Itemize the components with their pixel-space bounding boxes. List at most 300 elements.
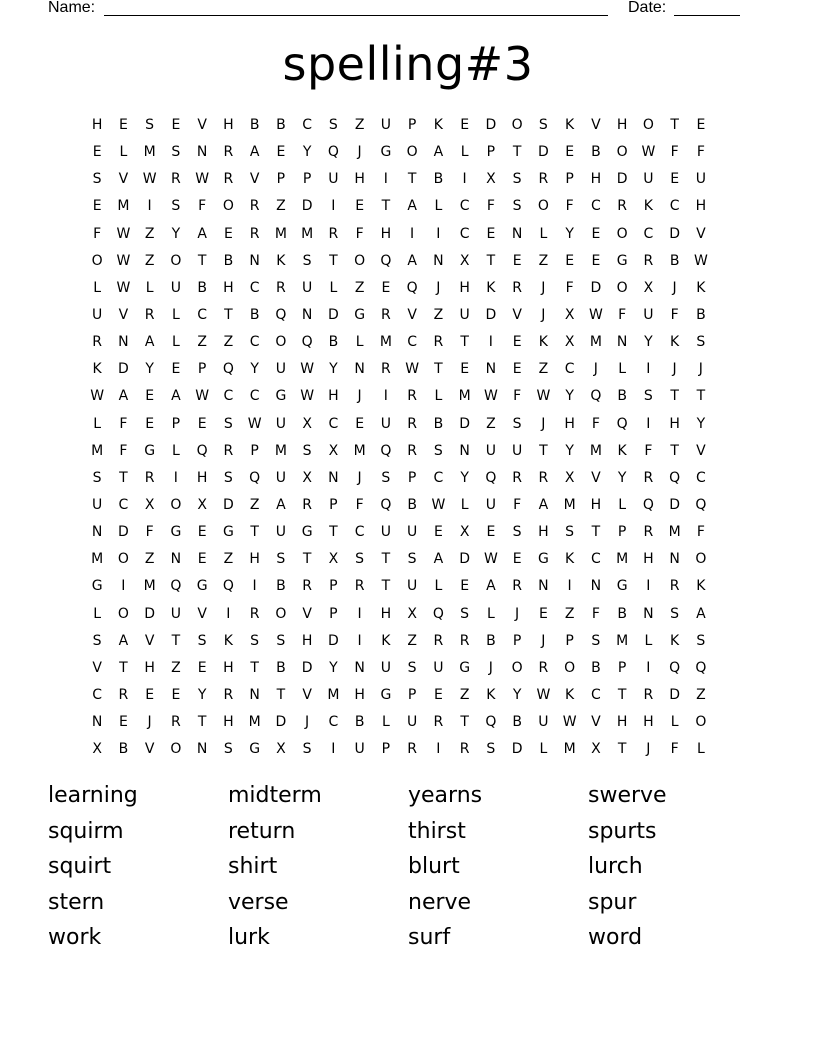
grid-letter: G <box>459 659 471 676</box>
grid-letter: J <box>593 361 598 378</box>
grid-letter: N <box>616 334 628 351</box>
grid-letter: I <box>357 632 362 649</box>
grid-letter: B <box>407 496 417 513</box>
grid-letter: H <box>328 388 339 405</box>
grid-letter: M <box>91 551 104 568</box>
grid-letter: Z <box>407 632 417 649</box>
grid-letter: B <box>433 171 444 188</box>
grid-letter: F <box>119 442 128 459</box>
grid-letter: J <box>305 714 310 731</box>
grid-letter: E <box>433 686 443 703</box>
grid-letter: S <box>696 632 706 649</box>
grid-letter: O <box>537 198 549 215</box>
grid-letter: E <box>696 117 706 133</box>
grid-letter: N <box>643 605 654 622</box>
date-label: Date: <box>628 0 667 16</box>
grid-letter: Q <box>170 578 182 595</box>
grid-letter: O <box>170 252 182 269</box>
grid-letter: G <box>301 524 313 541</box>
grid-letter: S <box>512 524 522 541</box>
grid-letter: O <box>275 334 287 351</box>
word-bank-item: learning <box>48 783 138 808</box>
grid-letter: G <box>616 252 628 269</box>
grid-letter: I <box>410 225 415 242</box>
grid-letter: R <box>643 686 654 703</box>
word-bank-item: lurk <box>228 925 270 951</box>
grid-letter: N <box>249 686 260 703</box>
grid-letter: R <box>512 279 522 296</box>
grid-letter: C <box>197 306 208 323</box>
grid-letter: R <box>381 306 391 323</box>
name-field-line[interactable] <box>104 15 608 16</box>
grid-letter: M <box>458 388 471 405</box>
word-bank-item: squirt <box>48 854 112 880</box>
grid-row <box>84 492 740 519</box>
grid-row <box>84 465 740 492</box>
grid-row <box>84 628 740 655</box>
grid-letter: M <box>616 632 629 649</box>
grid-letter: B <box>354 714 365 731</box>
grid-letter: T <box>539 442 548 459</box>
grid-letter: L <box>93 605 102 622</box>
grid-letter: U <box>643 171 654 188</box>
grid-letter: H <box>91 117 103 133</box>
grid-letter: Q <box>590 388 602 405</box>
grid-letter: U <box>92 496 103 513</box>
grid-letter: I <box>646 361 651 378</box>
grid-letter: L <box>119 144 128 161</box>
grid-letter: A <box>486 578 496 595</box>
grid-letter: O <box>564 659 576 676</box>
grid-letter: E <box>197 415 207 432</box>
grid-letter: S <box>486 741 496 758</box>
grid-letter: R <box>171 714 181 731</box>
grid-letter: J <box>698 361 703 378</box>
grid-letter: U <box>328 171 339 188</box>
grid-letter: T <box>407 171 417 188</box>
grid-letter: E <box>355 415 365 432</box>
grid-letter: S <box>276 551 286 568</box>
grid-letter: R <box>249 198 260 215</box>
date-field-line[interactable] <box>674 15 740 16</box>
grid-letter: H <box>380 225 392 242</box>
grid-letter: I <box>173 469 178 486</box>
grid-letter: R <box>92 334 102 351</box>
grid-letter: G <box>91 578 103 595</box>
grid-letter: C <box>328 415 339 432</box>
grid-letter: D <box>327 306 339 323</box>
grid-letter: R <box>459 632 470 649</box>
grid-letter: U <box>407 524 418 541</box>
grid-letter: P <box>512 632 522 649</box>
grid-letter: S <box>407 659 417 676</box>
grid-letter: F <box>618 306 627 323</box>
word-bank-item: thirst <box>408 818 466 844</box>
grid-letter: F <box>670 144 679 161</box>
grid-letter: N <box>354 659 365 676</box>
grid-letter: T <box>670 117 679 133</box>
grid-letter: Q <box>301 334 313 351</box>
grid-letter: U <box>695 171 706 188</box>
grid-letter: R <box>249 225 260 242</box>
grid-letter: G <box>380 144 392 161</box>
grid-letter: M <box>616 551 629 568</box>
grid-letter: H <box>301 632 313 649</box>
grid-letter: Y <box>696 415 706 432</box>
grid-letter: E <box>355 198 365 215</box>
grid-letter: H <box>196 469 208 486</box>
grid-letter: D <box>485 117 497 133</box>
grid-letter: Y <box>617 469 627 486</box>
grid-letter: V <box>407 306 417 323</box>
grid-letter: H <box>538 524 549 541</box>
grid-letter: D <box>117 361 129 378</box>
grid-letter: R <box>223 144 234 161</box>
grid-letter: L <box>93 279 102 296</box>
grid-letter: R <box>459 741 470 758</box>
word-bank-item: work <box>48 925 102 951</box>
grid-letter: L <box>460 496 469 513</box>
page-title: spelling#3 <box>282 37 534 91</box>
grid-letter: I <box>646 415 651 432</box>
grid-letter: R <box>328 225 339 242</box>
grid-letter: W <box>693 252 708 269</box>
grid-letter: F <box>119 415 128 432</box>
grid-letter: E <box>171 686 181 703</box>
grid-letter: W <box>483 551 498 568</box>
grid-letter: R <box>538 469 549 486</box>
grid-letter: E <box>460 117 470 133</box>
grid-letter: B <box>276 659 286 676</box>
grid-letter: I <box>436 741 441 758</box>
grid-letter: B <box>486 632 496 649</box>
grid-letter: X <box>486 171 496 188</box>
grid-letter: I <box>567 578 572 595</box>
grid-row <box>84 519 740 546</box>
grid-letter: D <box>301 198 313 215</box>
grid-letter: Y <box>329 361 338 378</box>
grid-letter: E <box>538 605 548 622</box>
grid-letter: I <box>147 198 152 215</box>
grid-letter: H <box>223 117 234 133</box>
grid-letter: Q <box>222 361 234 378</box>
grid-letter: V <box>118 306 129 323</box>
grid-letter: S <box>92 632 102 649</box>
grid-letter: R <box>407 415 417 432</box>
grid-letter: F <box>513 496 522 513</box>
grid-letter: P <box>407 686 417 703</box>
grid-letter: C <box>249 279 260 296</box>
grid-letter: Z <box>696 686 706 703</box>
grid-letter: C <box>223 388 234 405</box>
grid-letter: R <box>433 714 444 731</box>
grid-letter: E <box>670 171 680 188</box>
grid-letter: K <box>670 334 680 351</box>
grid-letter: M <box>301 225 314 242</box>
grid-letter: U <box>538 714 549 731</box>
grid-letter: T <box>670 388 679 405</box>
grid-letter: P <box>381 741 391 758</box>
grid-letter: U <box>92 306 103 323</box>
grid-letter: K <box>617 442 627 459</box>
grid-letter: Q <box>249 469 261 486</box>
grid-letter: I <box>646 659 651 676</box>
grid-letter: J <box>541 632 546 649</box>
grid-letter: L <box>670 714 679 731</box>
grid-letter: U <box>170 605 181 622</box>
grid-letter: O <box>695 551 707 568</box>
grid-letter: R <box>538 171 549 188</box>
grid-letter: T <box>670 442 679 459</box>
grid-letter: Z <box>354 279 365 296</box>
grid-letter: O <box>695 714 707 731</box>
grid-letter: M <box>379 334 392 351</box>
grid-letter: D <box>511 741 523 758</box>
grid-letter: C <box>590 198 601 215</box>
grid-letter: X <box>197 496 207 513</box>
grid-letter: Z <box>223 334 234 351</box>
grid-letter: N <box>249 252 260 269</box>
grid-letter: U <box>380 659 391 676</box>
grid-letter: G <box>616 578 628 595</box>
grid-letter: H <box>643 714 654 731</box>
grid-letter: T <box>434 361 443 378</box>
grid-letter: Q <box>485 714 497 731</box>
grid-letter: O <box>275 605 287 622</box>
grid-letter: W <box>588 306 603 323</box>
grid-letter: X <box>302 415 312 432</box>
grid-letter: M <box>143 578 156 595</box>
word-bank-item: word <box>588 925 643 951</box>
grid-letter: P <box>486 144 496 161</box>
grid-letter: A <box>118 632 129 649</box>
grid-letter: H <box>354 171 365 188</box>
grid-letter: S <box>670 605 680 622</box>
grid-letter: V <box>302 686 312 703</box>
grid-letter: J <box>541 279 546 296</box>
grid-letter: R <box>223 686 234 703</box>
grid-letter: D <box>327 632 339 649</box>
grid-letter: S <box>145 117 155 133</box>
grid-letter: D <box>537 144 549 161</box>
grid-letter: H <box>223 659 234 676</box>
grid-letter: R <box>512 578 522 595</box>
grid-letter: O <box>511 117 523 133</box>
grid-letter: E <box>512 361 522 378</box>
grid-row <box>84 546 740 573</box>
word-bank-item: blurt <box>408 854 460 880</box>
grid-letter: Z <box>459 686 470 703</box>
grid-letter: P <box>565 171 574 188</box>
grid-letter: K <box>486 279 496 296</box>
grid-letter: M <box>563 741 576 758</box>
grid-letter: B <box>276 117 286 133</box>
grid-letter: F <box>486 198 495 215</box>
grid-letter: A <box>538 496 549 513</box>
grid-row <box>84 356 740 383</box>
grid-letter: P <box>171 415 181 432</box>
grid-letter: R <box>407 741 417 758</box>
grid-letter: W <box>116 225 131 242</box>
grid-letter: Z <box>538 361 549 378</box>
grid-letter: N <box>590 578 602 595</box>
grid-letter: Y <box>171 225 181 242</box>
grid-letter: B <box>433 415 444 432</box>
grid-letter: F <box>696 144 705 161</box>
grid-letter: O <box>222 198 234 215</box>
grid-letter: R <box>171 171 181 188</box>
grid-letter: U <box>275 524 286 541</box>
grid-letter: S <box>276 632 286 649</box>
grid-letter: U <box>643 306 654 323</box>
grid-letter: M <box>143 144 156 161</box>
grid-letter: C <box>433 469 444 486</box>
grid-letter: E <box>381 279 391 296</box>
grid-letter: S <box>302 252 312 269</box>
grid-letter: R <box>433 632 444 649</box>
grid-letter: U <box>512 442 523 459</box>
grid-letter: R <box>302 496 312 513</box>
grid-letter: Q <box>669 469 681 486</box>
grid-letter: S <box>302 741 312 758</box>
grid-letter: Q <box>406 279 418 296</box>
grid-letter: G <box>249 741 261 758</box>
grid-letter: J <box>357 388 362 405</box>
grid-letter: W <box>142 171 157 188</box>
grid-letter: O <box>170 741 182 758</box>
grid-letter: Z <box>276 198 286 215</box>
grid-letter: W <box>405 361 420 378</box>
grid-letter: J <box>147 714 152 731</box>
grid-letter: U <box>407 714 418 731</box>
grid-letter: J <box>515 605 520 622</box>
grid-letter: T <box>617 741 627 758</box>
word-bank-item: squirm <box>48 818 124 844</box>
grid-letter: V <box>197 117 207 133</box>
grid-letter: D <box>222 496 234 513</box>
grid-letter: L <box>460 144 469 161</box>
grid-letter: P <box>617 524 627 541</box>
grid-letter: K <box>433 117 443 133</box>
grid-letter: L <box>381 714 390 731</box>
grid-letter: I <box>462 171 467 188</box>
grid-letter: E <box>460 361 470 378</box>
grid-letter: U <box>485 496 496 513</box>
grid-letter: O <box>616 144 628 161</box>
grid-letter: U <box>485 442 496 459</box>
grid-letter: B <box>696 306 706 323</box>
grid-letter: L <box>539 741 548 758</box>
grid-letter: T <box>591 524 601 541</box>
grid-letter: S <box>171 144 181 161</box>
grid-letter: T <box>381 578 391 595</box>
grid-letter: C <box>590 686 601 703</box>
grid-letter: G <box>380 686 392 703</box>
grid-letter: A <box>249 144 260 161</box>
grid-letter: D <box>275 714 287 731</box>
grid-letter: T <box>617 686 627 703</box>
grid-letter: B <box>328 334 339 351</box>
grid-letter: M <box>668 524 681 541</box>
grid-letter: C <box>92 686 103 703</box>
grid-letter: F <box>670 306 679 323</box>
grid-letter: S <box>460 605 470 622</box>
grid-letter: C <box>643 225 654 242</box>
grid-letter: S <box>328 117 338 133</box>
grid-letter: B <box>118 741 129 758</box>
grid-letter: U <box>380 117 391 133</box>
grid-row <box>84 193 740 220</box>
grid-letter: W <box>641 144 656 161</box>
grid-letter: V <box>197 605 207 622</box>
grid-letter: R <box>407 442 417 459</box>
grid-letter: K <box>643 198 653 215</box>
grid-row <box>84 438 740 465</box>
grid-letter: H <box>669 415 680 432</box>
grid-letter: S <box>223 741 233 758</box>
grid-letter: X <box>302 469 312 486</box>
grid-letter: N <box>91 524 103 541</box>
grid-letter: P <box>407 469 417 486</box>
grid-letter: X <box>564 334 575 351</box>
name-label: Name: <box>48 0 96 16</box>
grid-letter: J <box>541 415 546 432</box>
grid-letter: H <box>695 198 707 215</box>
grid-letter: R <box>223 171 234 188</box>
grid-letter: C <box>695 469 706 486</box>
grid-row <box>84 302 740 329</box>
grid-letter: A <box>118 388 129 405</box>
grid-letter: W <box>247 415 262 432</box>
grid-row <box>84 275 740 302</box>
grid-letter: V <box>591 117 601 133</box>
grid-letter: V <box>591 714 601 731</box>
grid-letter: S <box>223 469 233 486</box>
grid-letter: O <box>616 279 628 296</box>
grid-letter: A <box>433 144 444 161</box>
grid-letter: P <box>329 496 338 513</box>
grid-letter: R <box>643 469 654 486</box>
grid-letter: X <box>276 741 286 758</box>
grid-letter: T <box>224 306 233 323</box>
grid-letter: G <box>275 388 287 405</box>
grid-letter: L <box>696 741 705 758</box>
grid-letter: C <box>407 334 418 351</box>
grid-letter: E <box>171 361 181 378</box>
grid-letter: L <box>539 225 548 242</box>
grid-letter: X <box>643 279 654 296</box>
grid-letter: A <box>171 388 181 405</box>
grid-letter: K <box>223 632 233 649</box>
grid-letter: A <box>433 551 444 568</box>
grid-letter: W <box>536 388 551 405</box>
grid-letter: I <box>331 198 336 215</box>
grid-letter: B <box>591 144 601 161</box>
grid-letter: E <box>92 198 102 215</box>
header <box>48 0 748 19</box>
grid-letter: K <box>92 361 102 378</box>
grid-letter: M <box>589 442 602 459</box>
grid-letter: T <box>381 551 391 568</box>
grid-letter: H <box>564 415 575 432</box>
grid-letter: V <box>144 632 155 649</box>
grid-letter: N <box>459 442 470 459</box>
grid-letter: I <box>252 578 257 595</box>
grid-letter: R <box>669 578 680 595</box>
grid-row <box>84 139 740 166</box>
grid-letter: Q <box>616 415 628 432</box>
grid-letter: E <box>276 144 286 161</box>
